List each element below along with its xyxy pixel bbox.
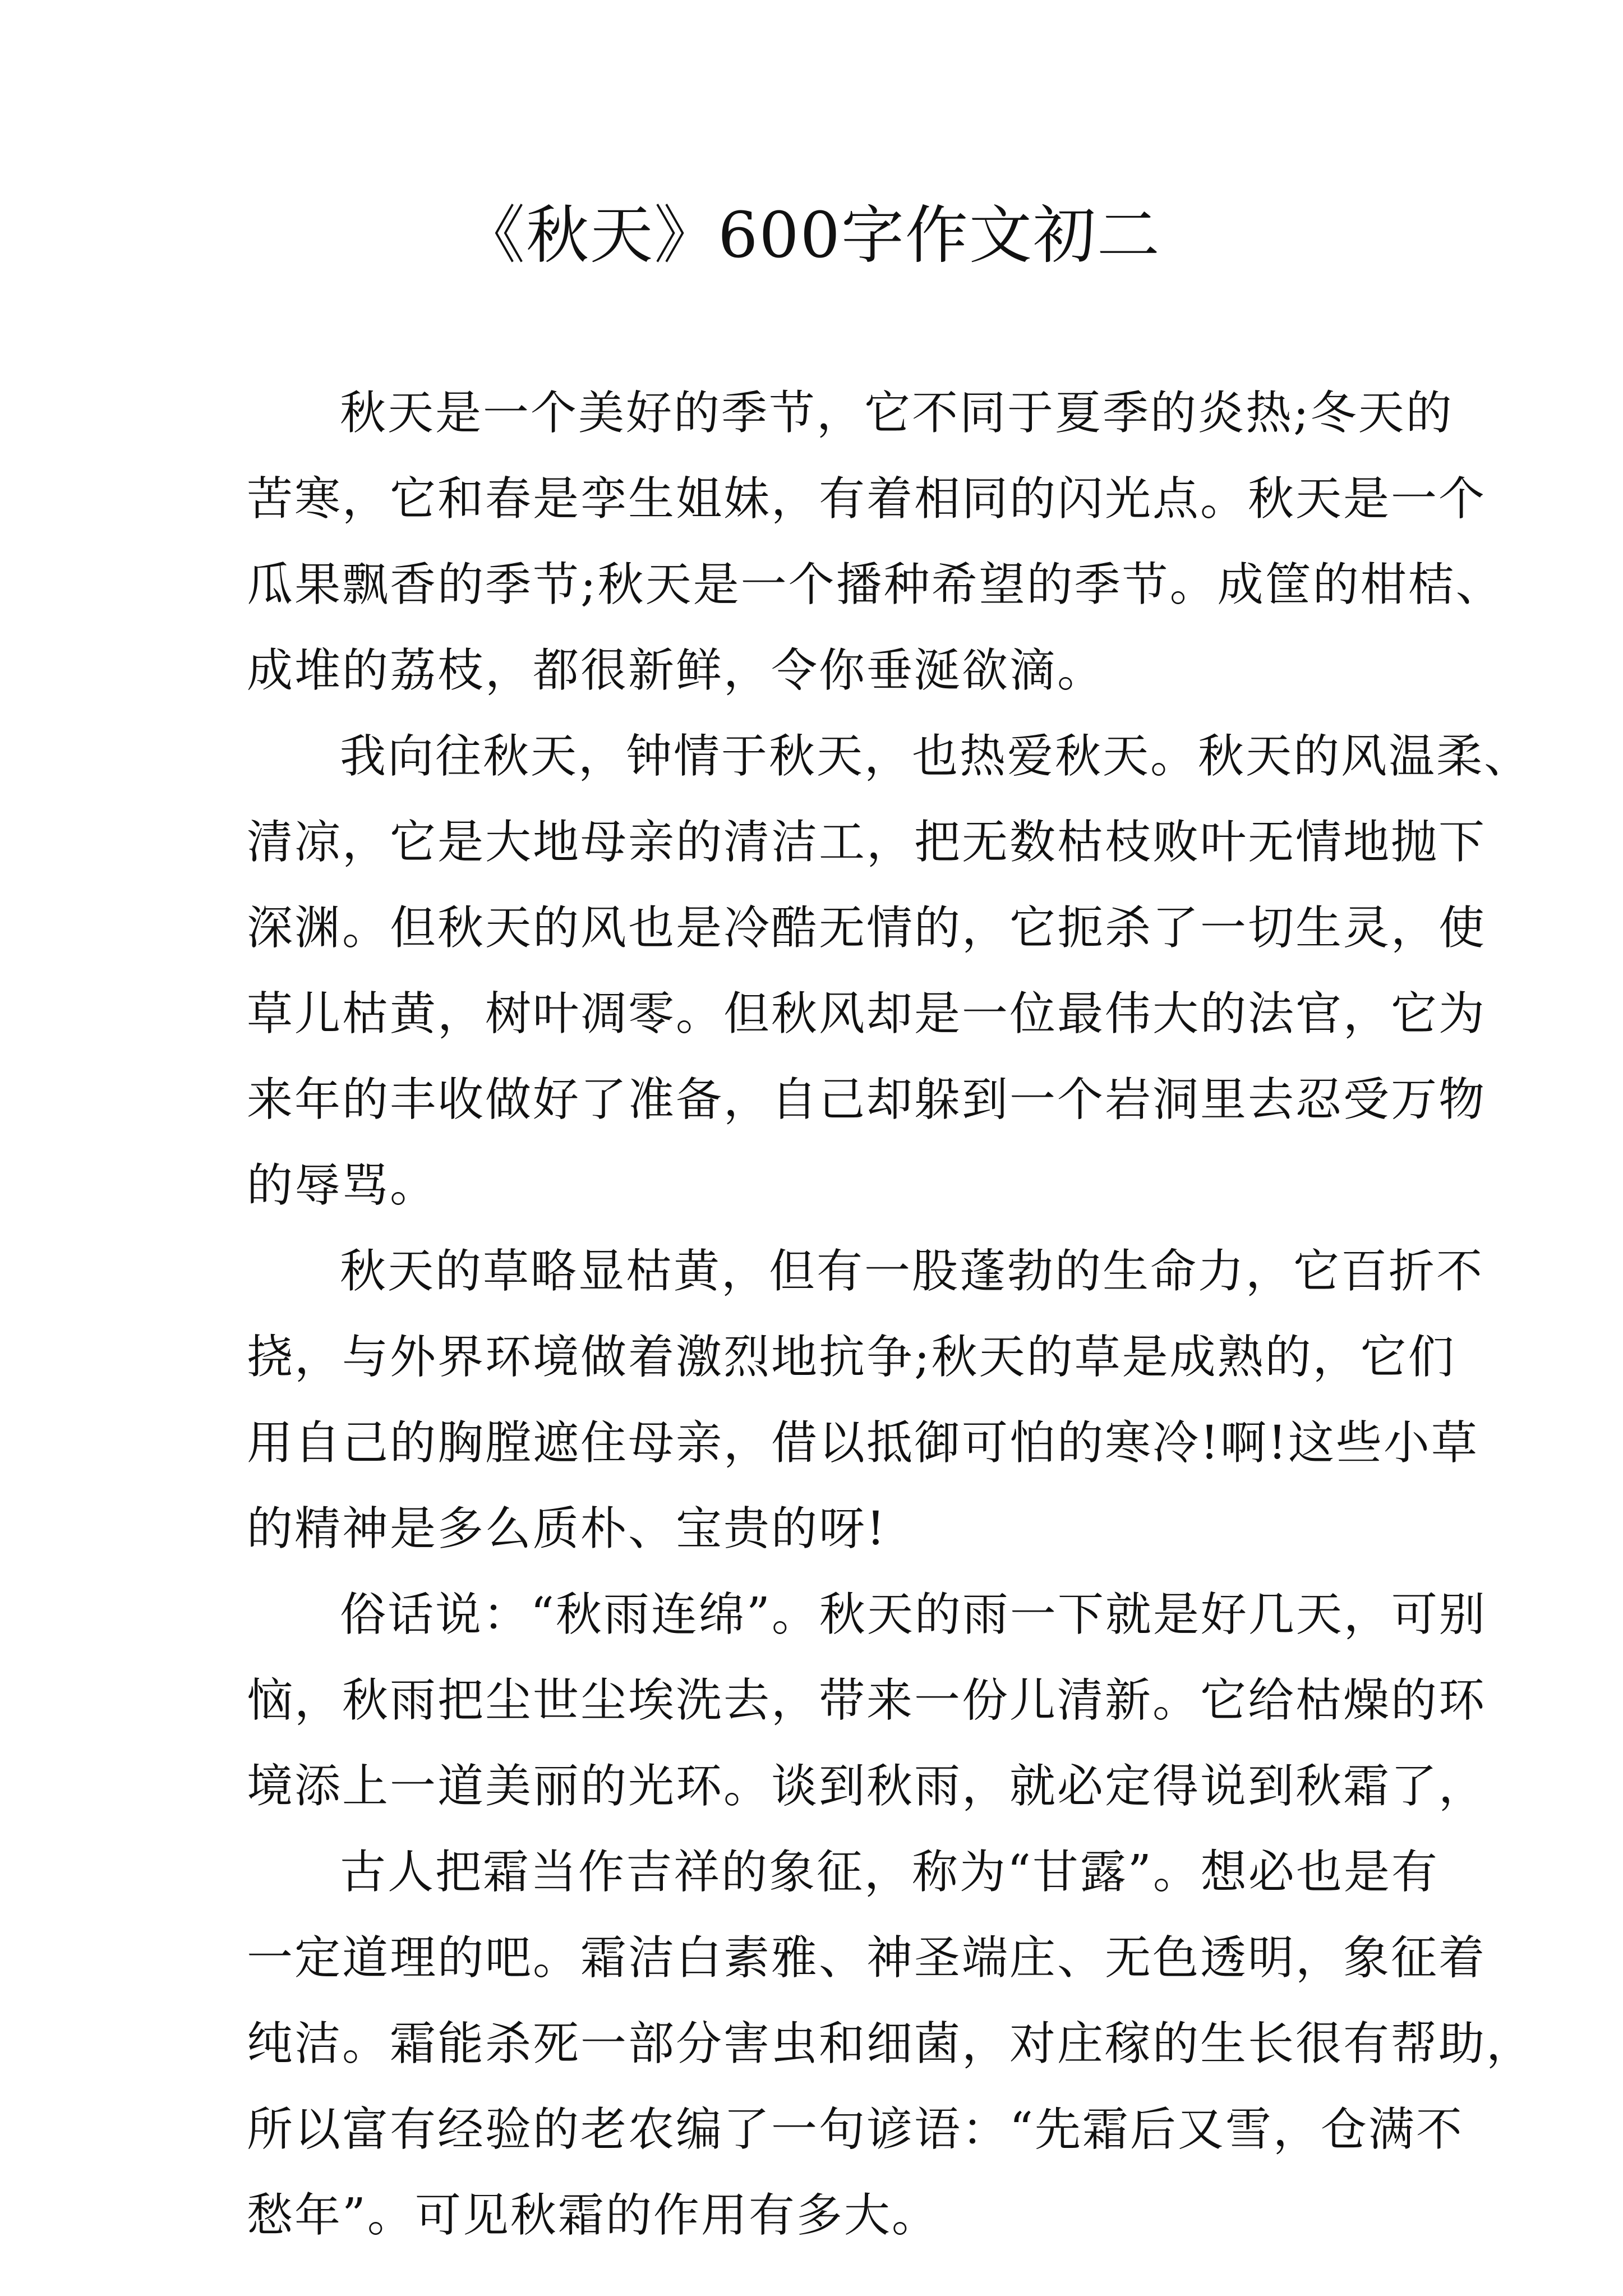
paragraph-line: 俗话说：“秋雨连绵”。秋天的雨一下就是好几天，可别 [340, 1588, 1487, 1641]
paragraph-line: 清凉，它是大地母亲的清洁工，把无数枯枝败叶无情地抛下 [247, 816, 1487, 869]
document-title: 《秋天》600字作文初二 [462, 199, 1161, 272]
paragraph-line: 所以富有经验的老农编了一句谚语：“先霜后又雪，仓满不 [247, 2103, 1464, 2156]
paragraph-line: 恼，秋雨把尘世尘埃洗去，带来一份儿清新。它给枯燥的环 [247, 1674, 1487, 1727]
paragraph-line: 挠，与外界环境做着激烈地抗争;秋天的草是成熟的，它们 [247, 1331, 1456, 1384]
paragraph-line: 秋天是一个美好的季节，它不同于夏季的炎热;冬天的 [340, 386, 1454, 440]
document-body [247, 370, 1534, 2258]
paragraph-line: 的精神是多么质朴、宝贵的呀! [247, 1502, 887, 1556]
paragraph-2 [247, 714, 1532, 1228]
paragraph-1 [247, 370, 1504, 714]
paragraph-line: 瓜果飘香的季节;秋天是一个播种希望的季节。成筐的柑桔、 [247, 558, 1504, 611]
paragraph-3 [247, 1228, 1484, 1572]
paragraph-line: 境添上一道美丽的光环。谈到秋雨，就必定得说到秋霜了， [247, 1760, 1487, 1813]
paragraph-line: 草儿枯黄，树叶凋零。但秋风却是一位最伟大的法官，它为 [247, 987, 1487, 1041]
paragraph-line: 古人把霜当作吉祥的象征，称为“甘露”。想必也是有 [340, 1846, 1439, 1899]
paragraph-5 [247, 1829, 1534, 2258]
paragraph-line: 苦寒，它和春是孪生姐妹，有着相同的闪光点。秋天是一个 [247, 472, 1487, 526]
paragraph-line: 愁年”。可见秋霜的作用有多大。 [247, 2189, 939, 2242]
paragraph-line: 秋天的草略显枯黄，但有一股蓬勃的生命力，它百折不 [340, 1245, 1484, 1298]
paragraph-line: 成堆的荔枝，都很新鲜，令你垂涎欲滴。 [247, 644, 1105, 697]
paragraph-line: 纯洁。霜能杀死一部分害虫和细菌，对庄稼的生长很有帮助， [247, 2017, 1534, 2070]
paragraph-line: 的辱骂。 [247, 1159, 438, 1212]
paragraph-line: 我向往秋天，钟情于秋天，也热爱秋天。秋天的风温柔、 [340, 730, 1532, 783]
paragraph-line: 深渊。但秋天的风也是冷酷无情的，它扼杀了一切生灵，使 [247, 901, 1487, 955]
paragraph-4 [247, 1572, 1487, 1829]
paragraph-line: 来年的丰收做好了准备，自己却躲到一个岩洞里去忍受万物 [247, 1073, 1487, 1126]
paragraph-line: 一定道理的吧。霜洁白素雅、神圣端庄、无色透明，象征着 [247, 1931, 1487, 1985]
paragraph-line: 用自己的胸膛遮住母亲，借以抵御可怕的寒冷!啊!这些小草 [247, 1416, 1479, 1470]
